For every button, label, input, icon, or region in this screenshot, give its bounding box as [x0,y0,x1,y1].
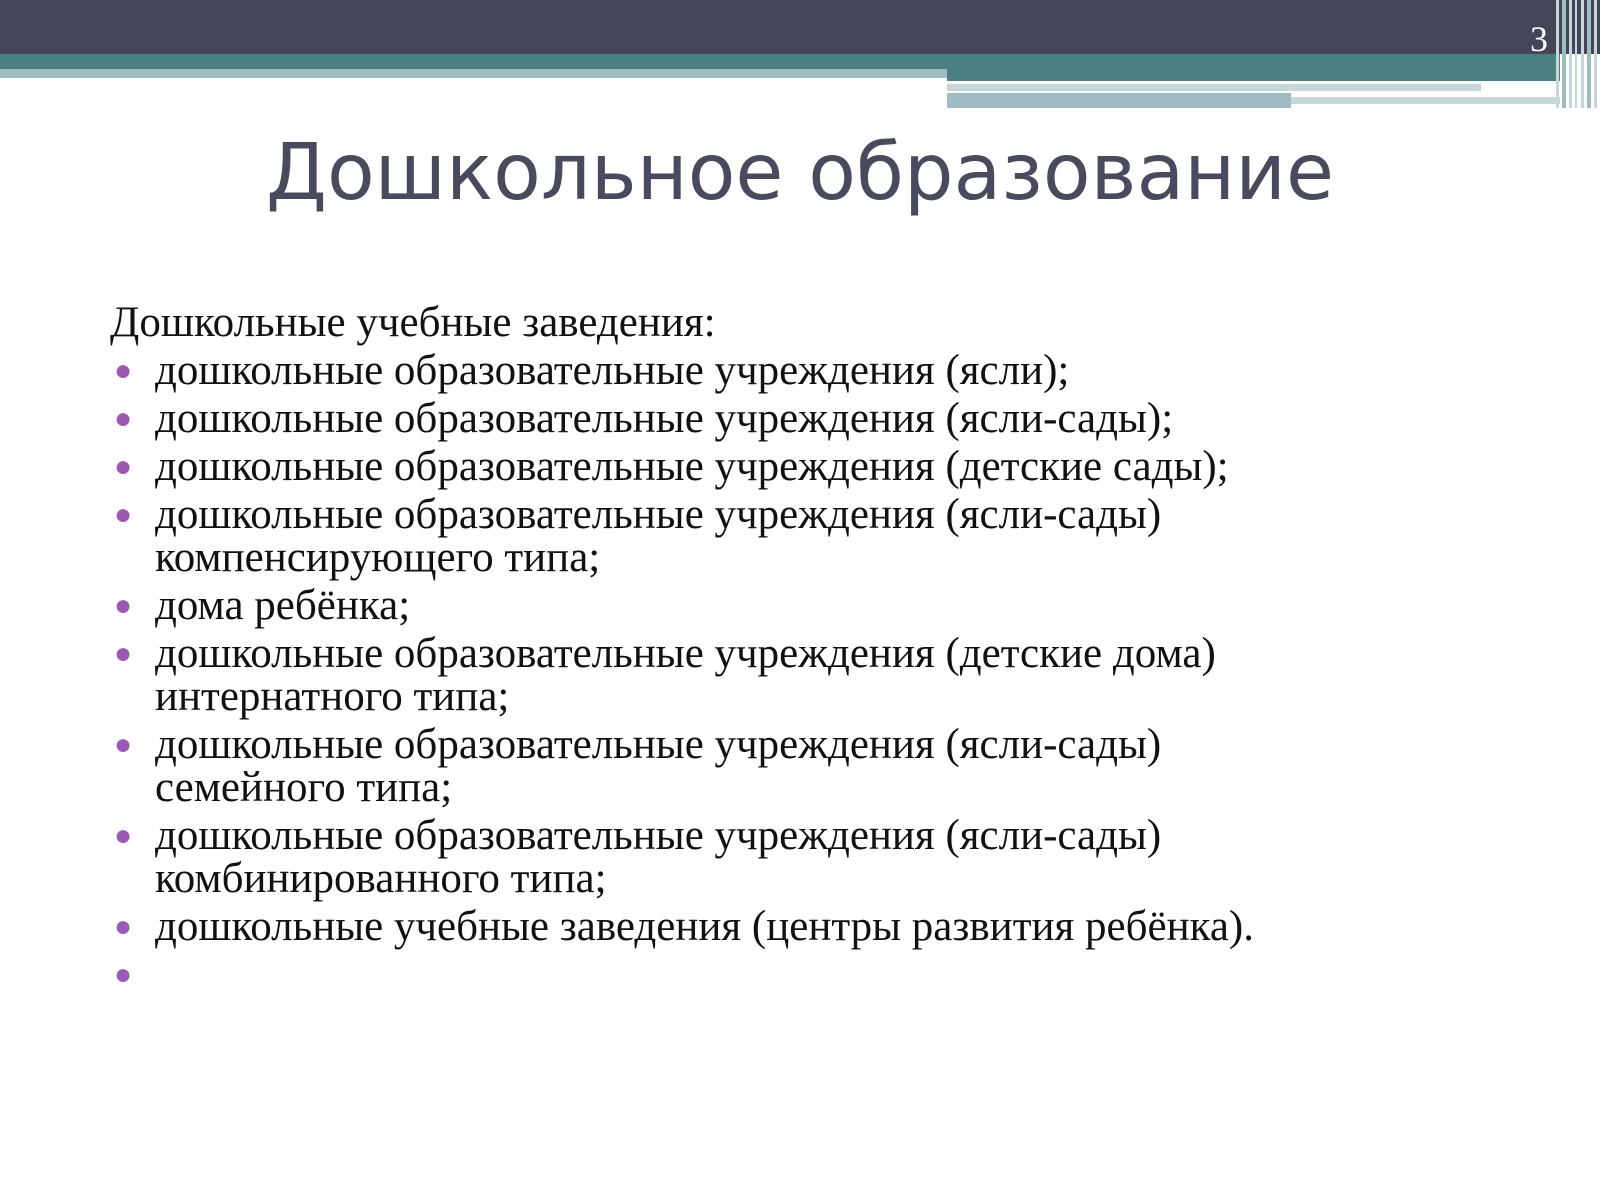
list-item-text: дошкольные образовательные учреждения (ясли-сады) [155,812,1162,859]
header-light-line [947,93,1291,108]
list-item [110,397,1550,440]
bullet-icon: ● [114,728,133,761]
list-item-text: дошкольные образовательные учреждения (ясли-сады) [155,721,1162,768]
decorative-vertical-stripe [1575,0,1577,108]
list-item-text: дошкольные образовательные учреждения (детские дома) [155,630,1216,677]
header-light-stripe [0,69,947,78]
decorative-vertical-stripe [1556,0,1559,108]
bullet-icon: ● [114,910,133,943]
list-item [110,905,1550,948]
list-item [110,445,1550,488]
list-item [110,493,1550,579]
intro-text: Дошкольные учебные заведения: [110,299,716,346]
bullet-icon: ● [114,402,133,435]
bullet-icon: ● [114,589,133,622]
list-item [110,632,1550,718]
list-item-text: дошкольные образовательные учреждения (ясли-сады) [155,491,1162,538]
list-item-text: дома ребёнка; [155,582,411,629]
list-item [110,814,1550,900]
list-item-text: дошкольные образовательные учреждения (детские сады); [155,443,1229,490]
bullet-icon: ● [114,354,133,387]
header-dark-bar [0,0,1600,54]
header-teal-bar [0,54,1560,69]
list-item-text: дошкольные образовательные учреждения (ясли); [155,347,1070,394]
bullet-list [110,349,1550,996]
list-item [110,349,1550,392]
bullet-icon: ● [114,958,133,991]
list-item-text: дошкольные образовательные учреждения (ясли-сады); [155,395,1174,442]
list-item-text [155,953,1550,996]
decorative-vertical-stripe [1581,0,1584,108]
list-item-text: дошкольные учебные заведения (центры развития ребёнка). [155,903,1254,950]
decorative-vertical-stripe [1587,0,1591,108]
slide-content [110,298,1550,1001]
bullet-icon: ● [114,819,133,852]
decorative-vertical-stripe [1562,0,1566,108]
decorative-vertical-stripe [1594,0,1597,108]
header-teal-stripe-right [947,69,1560,81]
list-item-empty [110,953,1550,996]
page-number: 3 [1530,19,1548,59]
list-item-text-continued: интернатного типа; [155,673,510,720]
list-item-text-continued: компенсирующего типа; [155,534,601,581]
bullet-icon: ● [114,637,133,670]
header-thin-line [947,84,1481,91]
decorative-vertical-stripe [1569,0,1572,108]
bullet-icon: ● [114,450,133,483]
header-thin-line-2 [1291,97,1560,104]
bullet-icon: ● [114,498,133,531]
list-item [110,584,1550,627]
list-item-text-continued: комбинированного типа; [155,855,607,902]
slide-title: Дошкольное образование [266,128,1334,218]
list-item-text-continued: семейного типа; [155,764,453,811]
list-item [110,723,1550,809]
